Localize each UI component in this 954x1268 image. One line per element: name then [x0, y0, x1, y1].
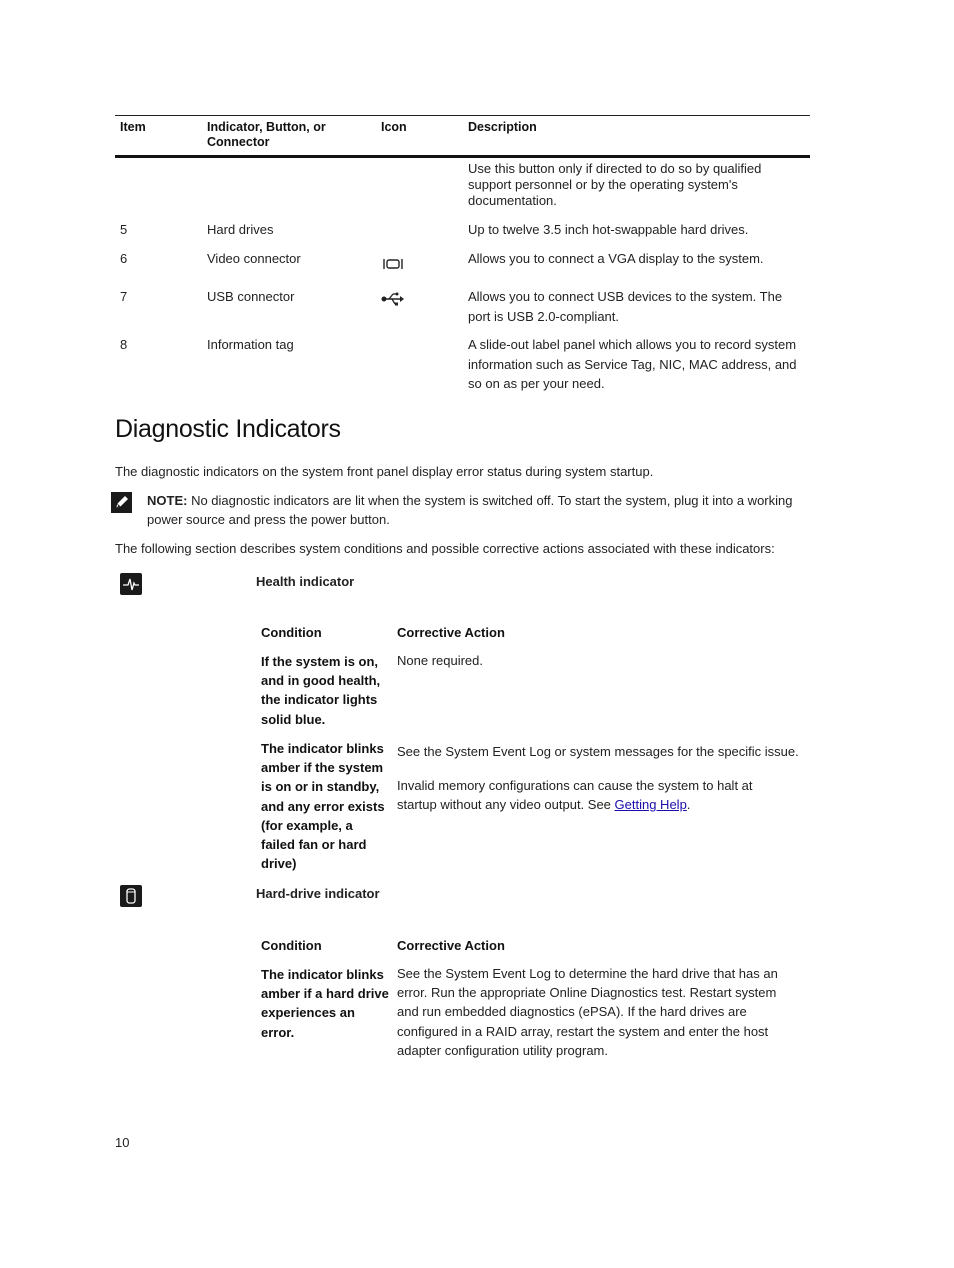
table-cell-description: Up to twelve 3.5 inch hot-swappable hard drives.	[468, 222, 749, 237]
hard-drive-icon	[120, 885, 142, 907]
col-header-icon: Icon	[381, 120, 407, 134]
note-pencil-icon	[111, 492, 132, 518]
health-pulse-icon	[120, 573, 142, 595]
video-connector-icon	[383, 256, 403, 275]
health-row2-action-p1: See the System Event Log or system messages for the specific issue.	[397, 744, 799, 759]
col-header-indicator: Indicator, Button, or Connector	[207, 120, 326, 149]
health-row2-action-p2	[397, 776, 777, 814]
harddrive-row1-action: See the System Event Log to determine the hard drive that has an error. Run the appropriate Online Diagnostics test. Restart system and run embedded diagnostics (ePSA). If the hard drives are configured in a RAID array, restart the system and enter the host adapter configuration utility program.	[397, 966, 778, 1058]
health-col-action: Corrective Action	[397, 625, 505, 640]
health-row1-condition: If the system is on, and in good health, the indicator lights solid blue.	[261, 654, 381, 727]
table-cell-name: Hard drives	[207, 222, 274, 237]
intro-paragraph: The diagnostic indicators on the system front panel display error status during system startup.	[115, 464, 654, 479]
table-cell-item: 8	[120, 337, 128, 352]
table-cell-item: 6	[120, 251, 128, 266]
health-row2-condition: The indicator blinks amber if the system is on or in standby, and any error exists (for example, a failed fan or hard drive)	[261, 741, 385, 872]
note-text: No diagnostic indicators are lit when the system is switched off. To start the system, plug it into a working power source and press the power button.	[147, 493, 793, 527]
table-cell-description: A slide-out label panel which allows you to record system information such as Service Tag, NIC, MAC address, and so on as per your need.	[468, 337, 797, 391]
usb-icon	[381, 291, 405, 312]
section-title: Diagnostic Indicators	[115, 415, 341, 443]
getting-help-link[interactable]: Getting Help	[614, 797, 687, 813]
health-indicator-title: Health indicator	[256, 574, 355, 589]
table-cell-item: 7	[120, 289, 128, 304]
continued-description: Use this button only if directed to do so by qualified support personnel or by the operating system's documentation.	[468, 161, 762, 208]
health-row2-action-end: .	[686, 797, 691, 813]
note-label: NOTE:	[147, 493, 188, 508]
table-top-rule	[115, 115, 810, 116]
harddrive-col-action: Corrective Action	[397, 938, 505, 953]
col-header-item: Item	[120, 120, 146, 134]
table-header-rule	[115, 155, 810, 158]
table-cell-name: USB connector	[207, 289, 295, 304]
table-cell-item: 5	[120, 222, 128, 237]
table-cell-name: Information tag	[207, 337, 294, 352]
table-cell-description: Allows you to connect USB devices to the system. The port is USB 2.0-compliant.	[468, 289, 783, 324]
harddrive-row1-condition: The indicator blinks amber if a hard drive experiences an error.	[261, 967, 389, 1040]
table-cell-name: Video connector	[207, 251, 301, 266]
following-paragraph: The following section describes system conditions and possible corrective actions associated with these indicators:	[115, 541, 775, 556]
health-row1-action: None required.	[397, 653, 483, 668]
note-paragraph	[147, 491, 812, 529]
harddrive-indicator-title: Hard-drive indicator	[256, 886, 380, 901]
page-number: 10	[115, 1135, 130, 1150]
health-row2-action-text: Invalid memory configurations can cause the system to halt at startup without any video output. See	[397, 778, 753, 813]
col-header-description: Description	[468, 120, 537, 134]
table-cell-description: Allows you to connect a VGA display to the system.	[468, 251, 764, 266]
health-col-condition: Condition	[261, 625, 322, 640]
harddrive-col-condition: Condition	[261, 938, 322, 953]
